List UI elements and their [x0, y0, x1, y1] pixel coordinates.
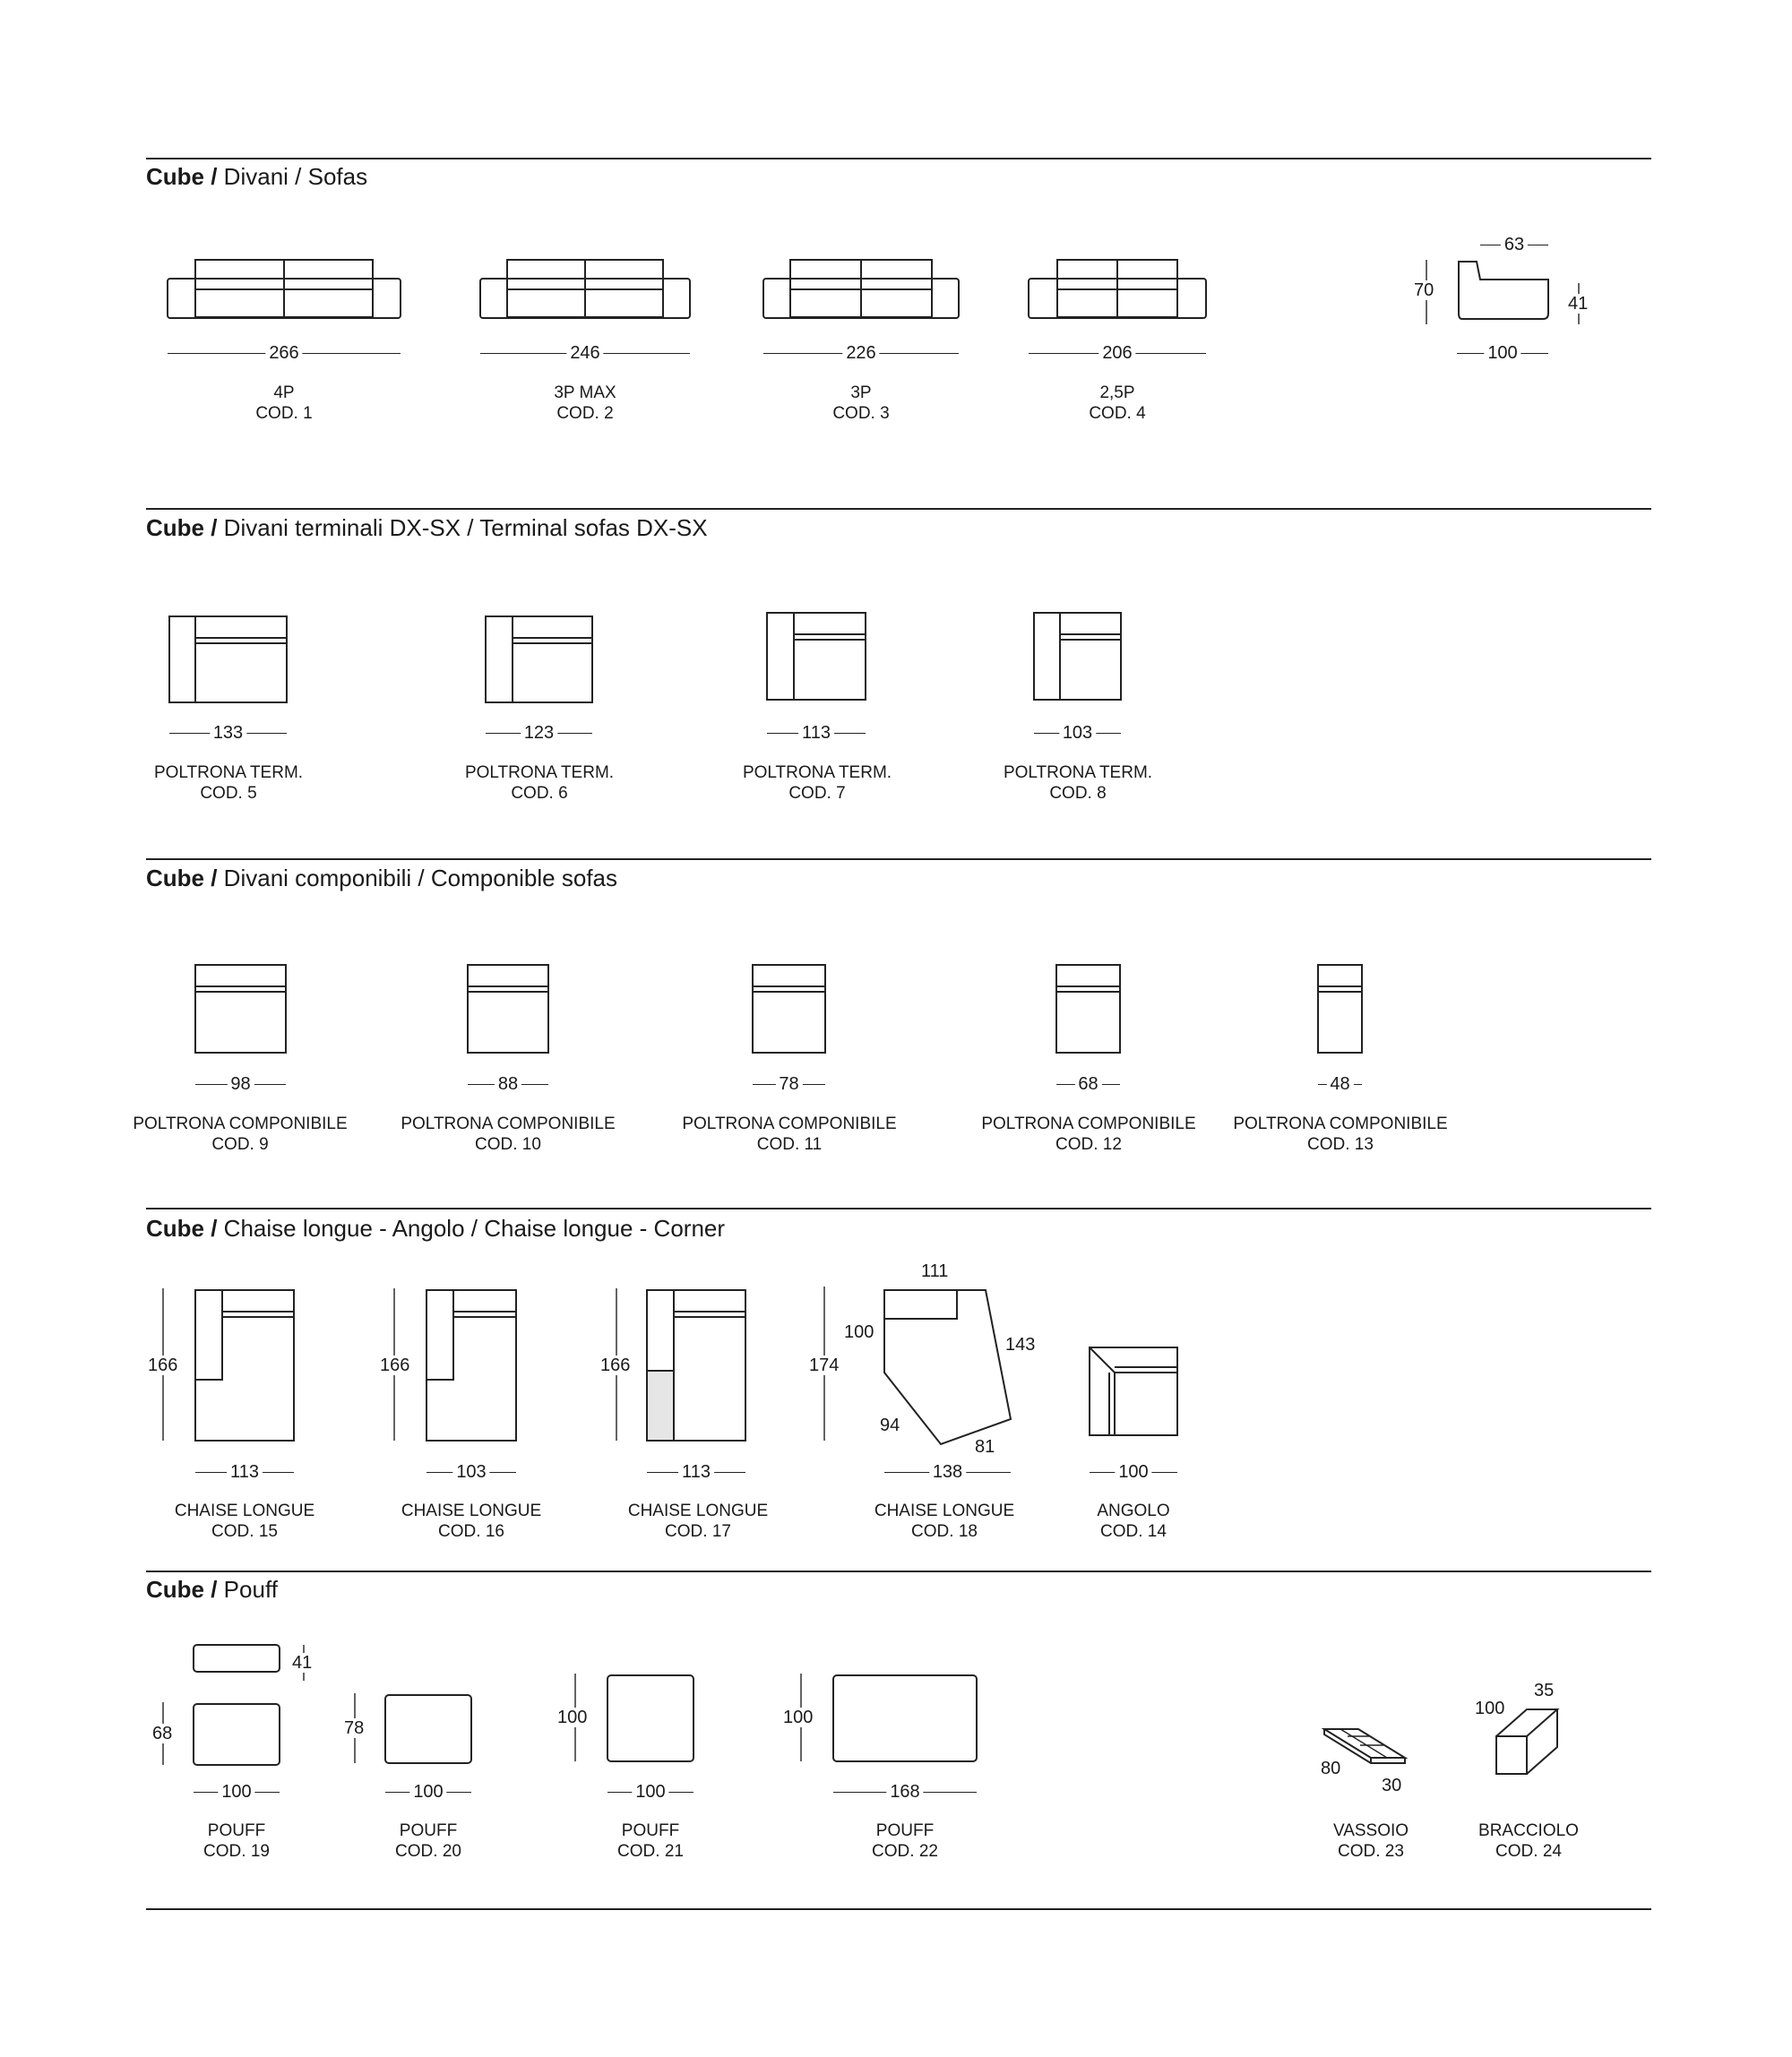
pouff-cod19-drawing [163, 1645, 304, 1765]
dimension-line [884, 1462, 1011, 1482]
product-label [874, 1501, 1014, 1542]
dimension-line [607, 1782, 694, 1802]
dimension-line [168, 343, 401, 363]
chaise-cod15-drawing [163, 1288, 294, 1441]
section-subtitle: Pouff [217, 1576, 278, 1603]
sofa-3pmax-drawing [480, 260, 690, 318]
height-value: 166 [148, 1356, 178, 1375]
dimension-line [1034, 723, 1121, 743]
section-rule [146, 858, 1651, 860]
section-subtitle: Divani / Sofas [217, 163, 368, 190]
dimension-line [767, 723, 866, 743]
dimension-line [195, 1462, 294, 1482]
sofa-3p-drawing [763, 260, 959, 318]
product-name: POLTRONA COMPONIBILE [981, 1115, 1196, 1133]
product-name: 3P [850, 383, 872, 402]
product-label [1004, 762, 1152, 804]
product-label [203, 1820, 270, 1862]
product-name: POUFF [399, 1821, 458, 1840]
dimension-line [480, 343, 690, 363]
side-seat-value: 41 [1568, 294, 1589, 314]
vassoio-dim-2: 30 [1382, 1776, 1402, 1795]
width-value: 226 [842, 343, 879, 363]
product-code: COD. 24 [1495, 1842, 1562, 1861]
height-value: 100 [783, 1708, 814, 1727]
product-label [1089, 383, 1145, 424]
height-value: 78 [344, 1718, 365, 1738]
terminal-cod8-drawing [1034, 613, 1121, 700]
product-code: COD. 8 [1049, 784, 1107, 803]
product-code: COD. 16 [438, 1522, 504, 1541]
dimension-line [753, 1074, 825, 1094]
product-name: 3P MAX [554, 383, 616, 402]
product-label [617, 1820, 684, 1862]
product-label [255, 383, 312, 424]
dimension-line [647, 1462, 745, 1482]
dimension-line [426, 1462, 516, 1482]
componible-cod10-drawing [468, 965, 548, 1053]
vassoio-dim-1: 80 [1321, 1759, 1341, 1778]
product-name: CHAISE LONGUE [874, 1502, 1015, 1520]
side-height-value: 70 [1414, 280, 1434, 300]
product-label [154, 762, 303, 804]
componible-cod9-drawing [195, 965, 286, 1053]
product-code: COD. 21 [617, 1842, 684, 1861]
width-value: 103 [452, 1462, 489, 1482]
product-label [981, 1114, 1195, 1155]
terminal-cod6-drawing [486, 616, 592, 702]
componible-cod13-drawing [1318, 965, 1362, 1053]
dimension-line [1029, 343, 1206, 363]
product-label [554, 383, 616, 424]
product-name: BRACCIOLO [1478, 1821, 1579, 1840]
dimension-line [486, 723, 592, 743]
product-code: COD. 9 [211, 1135, 269, 1154]
product-name: POUFF [207, 1821, 266, 1840]
section-title-sofas [146, 163, 367, 190]
sofa-25p-drawing [1029, 260, 1206, 318]
section-rule [146, 508, 1651, 510]
width-value: 266 [265, 343, 302, 363]
width-value: 68 [1074, 1074, 1101, 1094]
brand-label: Cube / [146, 1215, 218, 1242]
height-value: 100 [557, 1708, 588, 1727]
width-value: 168 [886, 1782, 923, 1802]
section-subtitle: Chaise longue - Angolo / Chaise longue - Corner [217, 1215, 726, 1242]
angolo-cod14-drawing [1090, 1347, 1177, 1435]
product-name: VASSOIO [1332, 1821, 1409, 1840]
sofa-side-view-drawing [1426, 260, 1579, 324]
product-name: POLTRONA TERM. [464, 763, 615, 782]
width-value: 88 [495, 1074, 521, 1094]
componible-cod12-drawing [1056, 965, 1120, 1053]
product-name: POLTRONA COMPONIBILE [133, 1115, 348, 1133]
edge-bottom-value: 81 [975, 1437, 995, 1457]
width-value: 138 [929, 1462, 966, 1482]
height-value: 174 [809, 1356, 840, 1375]
width-value: 100 [218, 1782, 254, 1802]
pouff-cod22-drawing [801, 1674, 977, 1761]
bracciolo-cod24-drawing [1496, 1709, 1557, 1774]
product-name: POLTRONA TERM. [742, 763, 892, 782]
width-value: 100 [409, 1782, 446, 1802]
section-subtitle: Divani componibili / Componible sofas [217, 865, 617, 891]
product-code: COD. 22 [872, 1842, 938, 1861]
section-rule [146, 1908, 1651, 1910]
product-code: COD. 15 [211, 1522, 278, 1541]
product-name: 2,5P [1099, 383, 1135, 402]
width-value: 103 [1059, 723, 1096, 743]
product-code: COD. 5 [200, 784, 257, 803]
width-value: 113 [227, 1462, 263, 1482]
width-value: 100 [1115, 1462, 1151, 1482]
product-label [872, 1820, 938, 1862]
width-value: 113 [798, 723, 834, 743]
product-code: COD. 19 [203, 1842, 270, 1861]
seat-height-value: 41 [292, 1653, 313, 1673]
product-code: COD. 12 [1055, 1135, 1122, 1154]
product-name: POLTRONA TERM. [153, 763, 304, 782]
terminal-cod5-drawing [169, 616, 287, 702]
width-value: 48 [1326, 1074, 1353, 1094]
brand-label: Cube / [146, 163, 218, 190]
height-value: 166 [600, 1356, 631, 1375]
dimension-line [1457, 343, 1548, 363]
bracciolo-dim-2: 35 [1534, 1681, 1555, 1700]
product-code: COD. 7 [788, 784, 846, 803]
edge-right-value: 143 [1005, 1335, 1036, 1355]
width-value: 100 [632, 1782, 668, 1802]
chaise-cod18-drawing [824, 1287, 1011, 1444]
product-code: COD. 4 [1089, 404, 1146, 423]
width-value: 133 [210, 723, 246, 743]
product-name: 4P [273, 383, 295, 402]
dimension-line [1090, 1462, 1177, 1482]
product-name: CHAISE LONGUE [627, 1502, 769, 1520]
dimension-line [195, 1074, 286, 1094]
product-name: POLTRONA COMPONIBILE [1233, 1115, 1448, 1133]
width-value: 206 [1098, 343, 1135, 363]
product-code: COD. 13 [1307, 1135, 1374, 1154]
section-rule [146, 1571, 1651, 1572]
product-label [401, 1114, 615, 1155]
product-name: ANGOLO [1097, 1502, 1170, 1520]
product-label [133, 1114, 347, 1155]
section-title-chaise [146, 1215, 725, 1242]
product-code: COD. 23 [1338, 1842, 1404, 1861]
dimension-line [1318, 1074, 1362, 1094]
width-value: 78 [775, 1074, 802, 1094]
product-label [682, 1114, 896, 1155]
dimension-line [468, 1074, 548, 1094]
product-label [175, 1501, 314, 1542]
product-name: CHAISE LONGUE [401, 1502, 542, 1520]
section-subtitle: Divani terminali DX-SX / Terminal sofas DX-SX [217, 514, 708, 541]
product-code: COD. 20 [395, 1842, 461, 1861]
edge-lower-left-value: 94 [880, 1416, 900, 1435]
brand-label: Cube / [146, 1576, 218, 1603]
product-code: COD. 6 [511, 784, 568, 803]
section-rule [146, 1208, 1651, 1209]
pouff-cod21-drawing [575, 1674, 694, 1761]
product-name: POLTRONA COMPONIBILE [682, 1115, 897, 1133]
dimension-line [194, 1782, 280, 1802]
dimension-line [833, 1782, 977, 1802]
product-label [401, 1501, 541, 1542]
pouff-cod20-drawing [355, 1693, 471, 1763]
dimension-line [1056, 1074, 1120, 1094]
width-value: 113 [678, 1462, 714, 1482]
product-code: COD. 10 [475, 1135, 541, 1154]
product-label [1333, 1820, 1409, 1862]
product-name: POLTRONA TERM. [1003, 763, 1153, 782]
side-back-value: 63 [1501, 235, 1528, 254]
product-name: POUFF [875, 1821, 935, 1840]
brand-label: Cube / [146, 514, 218, 541]
brand-label: Cube / [146, 865, 218, 891]
edge-left-value: 100 [844, 1322, 874, 1342]
dimension-line [169, 723, 287, 743]
width-value: 246 [566, 343, 603, 363]
terminal-cod7-drawing [767, 613, 866, 700]
dimension-line [385, 1782, 471, 1802]
section-title-pouff [146, 1576, 278, 1603]
product-code: COD. 1 [255, 404, 313, 423]
width-value: 123 [521, 723, 557, 743]
product-code: COD. 14 [1100, 1522, 1167, 1541]
product-code: COD. 18 [911, 1522, 978, 1541]
product-code: COD. 3 [832, 404, 890, 423]
section-rule [146, 158, 1651, 159]
sofa-4p-drawing [168, 260, 401, 318]
product-code: COD. 11 [756, 1135, 823, 1154]
product-label [832, 383, 889, 424]
edge-top-value: 111 [921, 1261, 949, 1281]
dimension-line [763, 343, 959, 363]
product-code: COD. 17 [665, 1522, 731, 1541]
section-title-terminal [146, 514, 708, 541]
product-label [1097, 1501, 1169, 1542]
product-label [628, 1501, 768, 1542]
product-name: POUFF [621, 1821, 680, 1840]
bracciolo-dim-1: 100 [1475, 1699, 1505, 1718]
product-name: CHAISE LONGUE [174, 1502, 315, 1520]
product-label [1233, 1114, 1447, 1155]
height-value: 68 [152, 1724, 173, 1743]
product-label [743, 762, 892, 804]
product-name: POLTRONA COMPONIBILE [401, 1115, 616, 1133]
height-value: 166 [380, 1356, 410, 1375]
section-title-componible [146, 865, 617, 891]
product-label [1478, 1820, 1579, 1862]
width-value: 98 [227, 1074, 254, 1094]
product-label [395, 1820, 461, 1862]
product-code: COD. 2 [556, 404, 614, 423]
side-depth-value: 100 [1484, 343, 1521, 363]
product-label [465, 762, 614, 804]
componible-cod11-drawing [753, 965, 825, 1053]
chaise-cod17-drawing [616, 1288, 745, 1441]
chaise-cod16-drawing [394, 1288, 516, 1441]
